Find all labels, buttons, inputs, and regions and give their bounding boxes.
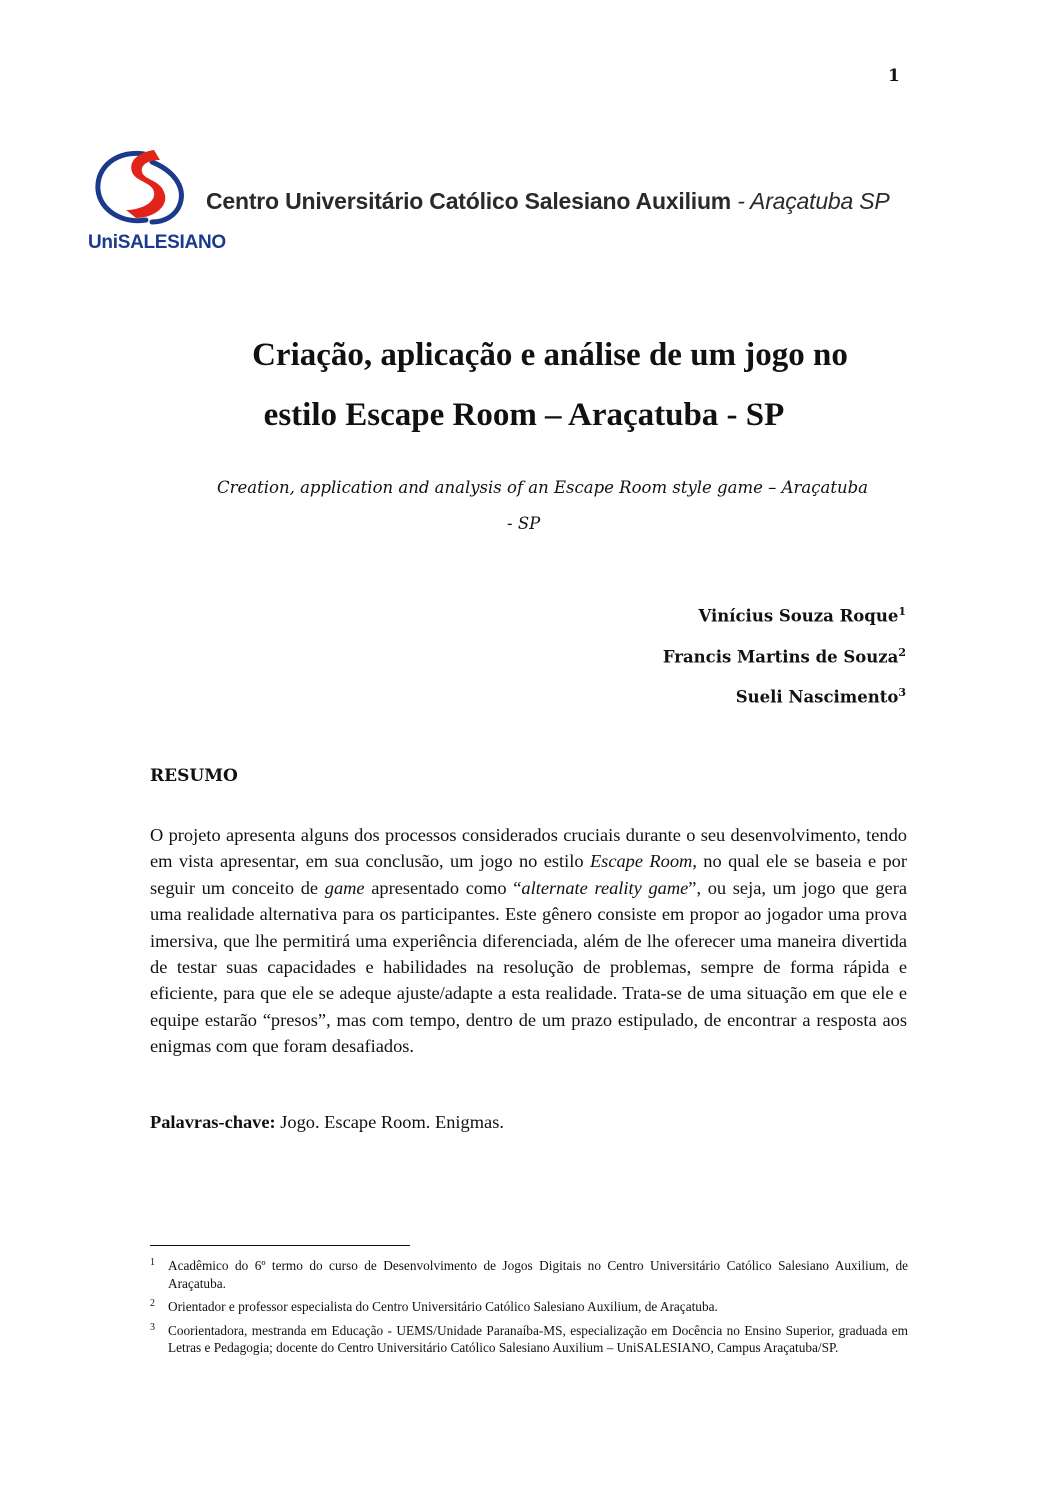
page-number: 1 [888,66,900,86]
author: Vinícius Souza Roque$^1$ [698,605,906,626]
title-line-1: Criação, aplicação e análise de um jogo no [252,337,848,373]
abstract-heading: RESUMO [150,766,238,786]
footnote-mark: 2 [150,1298,155,1309]
institution-city: - Araçatuba SP [731,188,890,214]
keywords-label: Palavras-chave: [150,1112,276,1132]
footnotes [150,1257,908,1363]
subtitle-line-2: - SP [507,514,541,533]
logo-wordmark: UniSALESIANO [88,232,226,253]
institution-name-bold: Centro Universitário Católico Salesiano Auxilium [206,188,732,214]
title-line-2-text: estilo Escape Room – Araçatuba - SP [263,397,785,433]
keywords [150,1112,504,1133]
author: Sueli Nascimento$^3$ [735,686,906,707]
abstract-paragraph: O projeto apresenta alguns dos processos considerados cruciais durante o seu desenvolvimento, tendo em vista apresentar, em sua conclusão, um jogo no estilo Escape Room, no qual ele se baseia e por seguir um conceito de game apresentado como “alternate reality game”, ou seja, um jogo que gera uma realidade alternativa para os participantes. Este gênero consiste em propor ao jogador uma prova imersiva, que lhe permitirá uma experiência diferenciada, além de lhe oferecer uma maneira divertida de testar suas capacidades e habilidades na resolução de problemas, sempre de forma rápida e eficiente, para que ele se adeque ajuste/adapte a esta realidade. Trata-se de uma situação em que ele e equipe estarão “presos”, mas com tempo, dentro de um prazo estipulado, de encontrar a resposta aos enigmas com que foram desafiados. [150,825,907,1057]
abstract-body [150,822,907,1060]
footnote-mark: 1 [150,1257,155,1268]
footnote-mark: 3 [150,1321,155,1333]
keywords-value: Jogo. Escape Room. Enigmas. [275,1112,504,1132]
footnote: 3 Coorientadora, mestranda em Educação - UEMS/Unidade Paranaíba-MS, especialização em Docência no Ensino Superior, graduada em Letras e Pedagogia; docente do Centro Universitário Católico Salesiano Auxilium – UniSALESIANO, Campus Araçatuba/SP. [150,1322,908,1357]
author-list [663,594,906,716]
institution-name [206,188,890,215]
title-line-2 [0,397,1058,434]
logo-swoosh-icon [88,148,188,230]
subtitle-line-1: Creation, application and analysis of an Escape Room style game – Araçatuba [217,478,868,497]
author-footnote-mark: 3 [898,686,906,699]
author-footnote-mark: 1 [898,605,906,618]
author-footnote-mark: 2 [898,645,906,659]
footnote: 1 Acadêmico do 6º termo do curso de Desenvolvimento de Jogos Digitais no Centro Universitário Católico Salesiano Auxilium, de Araçatuba. [150,1257,908,1292]
footnote-separator [150,1245,410,1246]
author: Francis Martins de Souza$^2$ [662,645,906,666]
footnote: 2 Orientador e professor especialista do Centro Universitário Católico Salesiano Auxilium, de Araçatuba. [150,1298,908,1316]
